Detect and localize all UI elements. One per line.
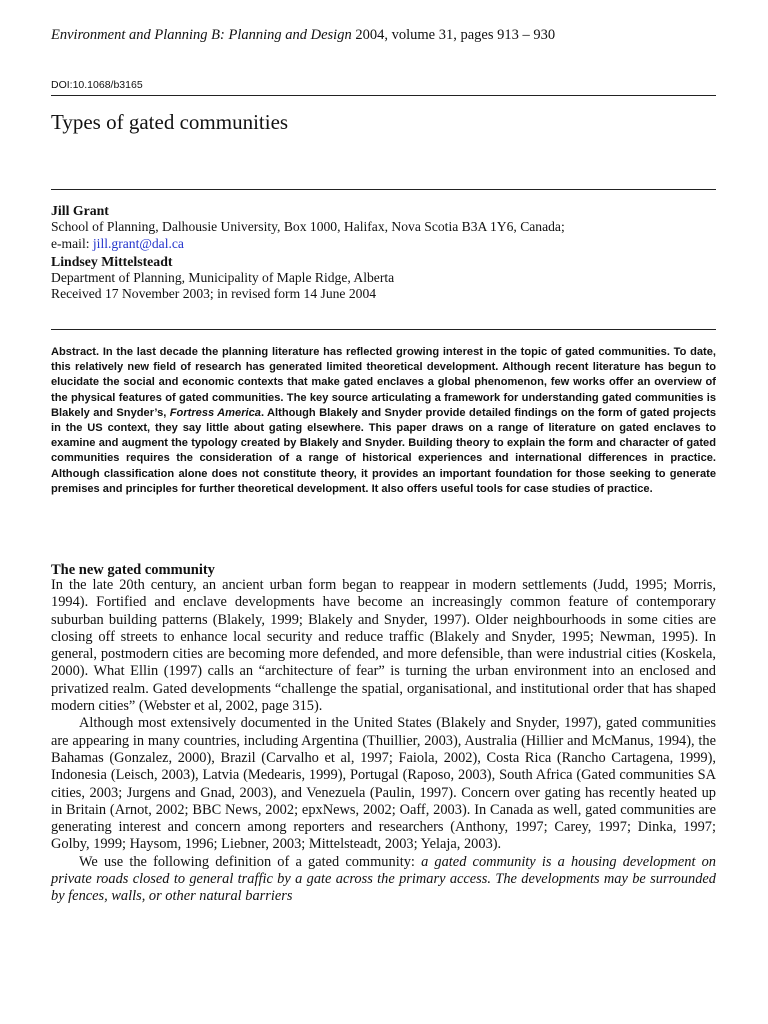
doi: DOI:10.1068/b3165 (51, 79, 143, 91)
author-name-1: Jill Grant (51, 203, 109, 218)
author-block (51, 203, 716, 303)
author-affiliation-2: Department of Planning, Municipality of Maple Ridge, Alberta (51, 270, 395, 286)
email-label: e-mail: (51, 235, 90, 251)
gated-community-definition: a gated community is a housing development on private roads closed to general traffic by a gate across the primary access. The developments may be surrounded by fences, walls, or other natural barriers (51, 853, 716, 905)
abstract-rule (51, 329, 716, 330)
abstract-text-2: . Although Blakely and Snyder provide detailed findings on the form of gated projects in the US context, they say little about gating elsewhere. This paper draws on a range of literature on gated enclaves to examine and augment the typology created by Blakely and Snyder. Building theory to explain the form and character of gated communities requires the consideration of a range of historical experiences and international differences in practice. Although classification alone does not constitute theory, it provides an important foundation for those seeking to generate premises and principles for further theoretical development. It also offers useful tools for case studies of practice. (51, 406, 716, 495)
author-affiliation-1: School of Planning, Dalhousie University, Box 1000, Halifax, Nova Scotia B3A 1Y6, Canada; (51, 219, 565, 235)
abstract (51, 345, 716, 497)
title-rule (51, 189, 716, 190)
received-dates: Received 17 November 2003; in revised form 14 June 2004 (51, 286, 377, 302)
email-link[interactable]: jill.grant@dal.ca (92, 235, 184, 251)
section-body (51, 577, 716, 906)
paragraph-2: Although most extensively documented in the United States (Blakely and Snyder, 1997), gated communities are appearing in many countries, including Argentina (Thuillier, 2003), Australia (Hillier and McManus, 1994), the Bahamas (Gonzalez, 2000), Brazil (Carvalho et al, 1997; Faiola, 2002), Costa Rica (Rancho Cartagena, 1999), Indonesia (Leisch, 2003), Latvia (Medearis, 1999), Portugal (Raposo, 2003), South Africa (Gated communities SA cities, 2003; Jurgens and Gnad, 2003), and Venezuela (Paulin, 1997). Concern over gating has recently heated up in Britain (Arnot, 2002; BBC News, 2002; epxNews, 2002; Oaff, 2003). In Canada as well, gated communities are generating interest and concern among reporters and researchers (Anthony, 1997; Carey, 1997; Dinka, 1997; Golby, 1999; Haysom, 1996; Liebner, 2003; Mittelsteadt, 2003; Yelaja, 2003). (51, 715, 716, 853)
abstract-book-title: Fortress America (169, 406, 261, 419)
author-name-2: Lindsey Mittelsteadt (51, 253, 173, 269)
abstract-text-1: In the last decade the planning literature has reflected growing interest in the topic of gated communities. To date, this relatively new field of research has generated limited theoretical development. Although recent literature has begun to elucidate the social and economic contexts that make gated enclaves a global phenomenon, few works offer an overview of the physical features of gated communities. The key source articulating a framework for understanding gated communities is Blakely and Snyder’s, (51, 346, 716, 419)
journal-details: 2004, volume 31, pages 913 – 930 (355, 27, 556, 43)
paragraph-1: In the late 20th century, an ancient urban form began to reappear in modern settlements (Judd, 1995; Morris, 1994). Fortified and enclave developments have become an increasingly common feature of contemporary suburban building patterns (Blakely, 1999; Blakely and Snyder, 1997). Older neighbourhoods in some cities are closing off streets to enhance local security and reduce traffic (Blakely and Snyder, 1995; Newman, 1995). In general, postmodern cities are becoming more defended, and more defensible, than were industrial cities (Koskela, 2000). What Ellin (1997) calls an “architecture of fear” is turning the urban environment into an enclosed and privatized realm. Gated developments “challenge the spatial, organisational, and institutional order that has shaped modern cities” (Webster et al, 2002, page 315). (51, 577, 716, 715)
top-rule (51, 95, 716, 96)
abstract-label: Abstract. (51, 346, 100, 358)
paragraph-3 (51, 854, 716, 906)
paper-title: Types of gated communities (51, 110, 289, 134)
author-email-line (51, 236, 716, 252)
journal-header (51, 27, 555, 44)
journal-name: Environment and Planning B: Planning and Design (51, 27, 352, 43)
section-heading: The new gated community (51, 562, 215, 578)
paragraph-3-lead: We use the following definition of a gated community: (79, 853, 422, 870)
